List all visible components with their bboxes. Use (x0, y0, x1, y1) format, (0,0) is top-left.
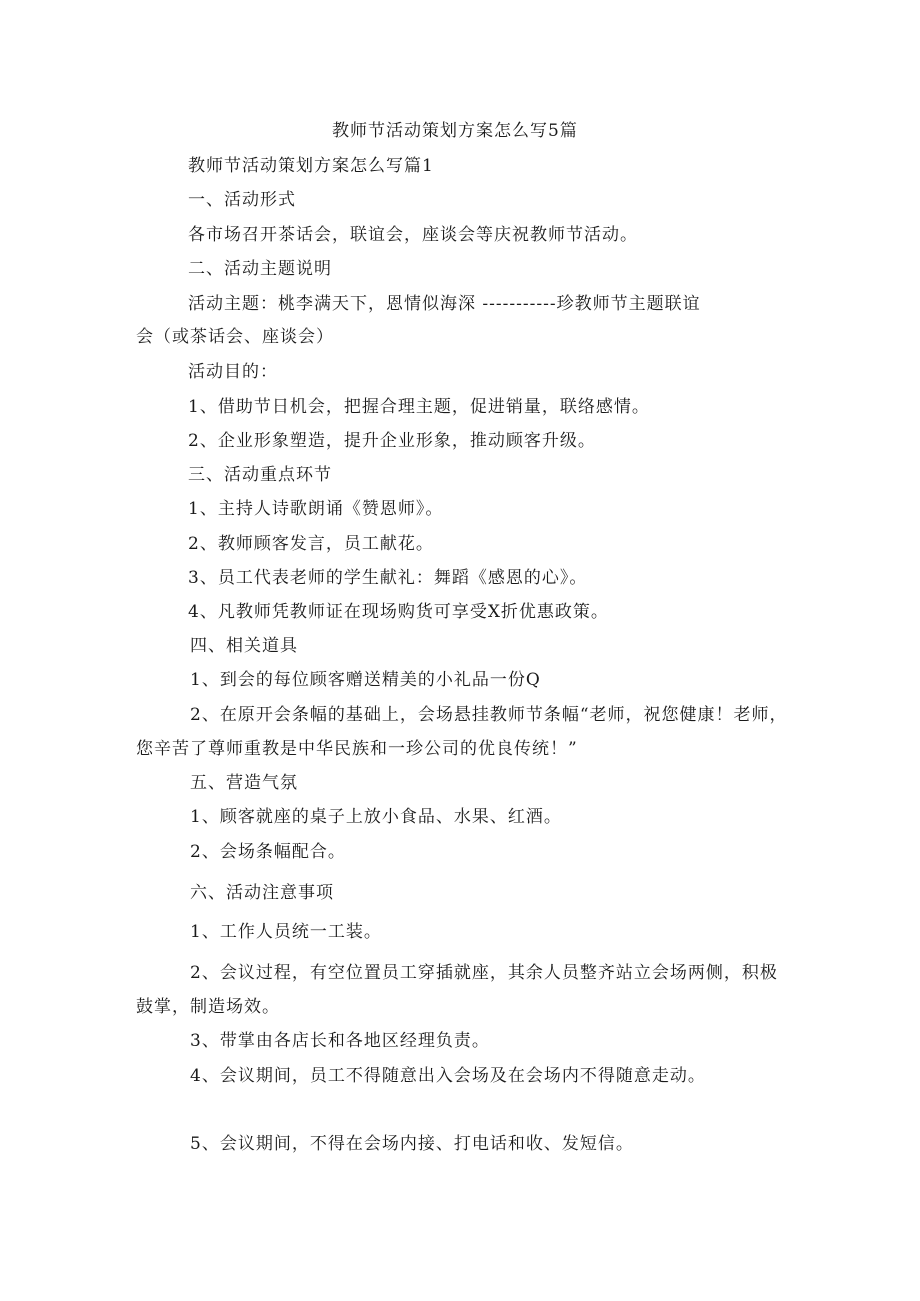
section-heading: 五、营造气氛 (190, 773, 298, 793)
list-item: 1、工作人员统一工装。 (190, 922, 382, 942)
section-heading: 一、活动形式 (188, 190, 296, 210)
paragraph: 各市场召开茶话会，联谊会，座谈会等庆祝教师节活动。 (188, 225, 638, 245)
section-heading: 六、活动注意事项 (190, 883, 334, 903)
list-item: 1、顾客就座的桌子上放小食品、水果、红酒。 (190, 807, 562, 827)
list-item: 4、凡教师凭教师证在现场购货可享受X折优惠政策。 (188, 602, 609, 622)
section-heading: 四、相关道具 (190, 636, 298, 656)
list-item: 2、在原开会条幅的基础上，会场悬挂教师节条幅“老师，祝您健康！老师， (190, 705, 788, 725)
section-heading: 二、活动主题说明 (188, 259, 332, 279)
list-item: 鼓掌，制造场效。 (136, 997, 280, 1017)
document-title: 教师节活动策划方案怎么写5篇 (332, 121, 578, 141)
paragraph: 活动目的： (188, 362, 278, 382)
document-subtitle: 教师节活动策划方案怎么写篇1 (188, 156, 434, 176)
section-heading: 三、活动重点环节 (188, 465, 332, 485)
list-item: 2、会场条幅配合。 (190, 842, 346, 862)
list-item: 1、到会的每位顾客赠送精美的小礼品一份Q (190, 670, 541, 690)
list-item: 4、会议期间，员工不得随意出入会场及在会场内不得随意走动。 (190, 1066, 706, 1086)
list-item: 1、借助节日机会，把握合理主题，促进销量，联络感情。 (188, 397, 650, 417)
list-item: 3、员工代表老师的学生献礼：舞蹈《感恩的心》。 (188, 568, 588, 588)
paragraph: 活动主题：桃李满天下，恩情似海深 -----------珍教师节主题联谊 (188, 294, 701, 314)
list-item: 您辛苦了尊师重教是中华民族和一珍公司的优良传统！” (136, 739, 578, 759)
list-item: 3、带掌由各店长和各地区经理负责。 (190, 1031, 490, 1051)
list-item: 2、教师顾客发言，员工献花。 (188, 534, 434, 554)
paragraph: 会（或茶话会、座谈会） (136, 327, 334, 347)
list-item: 2、企业形象塑造，提升企业形象，推动顾客升级。 (188, 431, 596, 451)
list-item: 5、会议期间，不得在会场内接、打电话和收、发短信。 (190, 1134, 634, 1154)
list-item: 2、会议过程，有空位置员工穿插就座，其余人员整齐站立会场两侧，积极 (190, 963, 778, 983)
list-item: 1、主持人诗歌朗诵《赞恩师》。 (188, 499, 444, 519)
